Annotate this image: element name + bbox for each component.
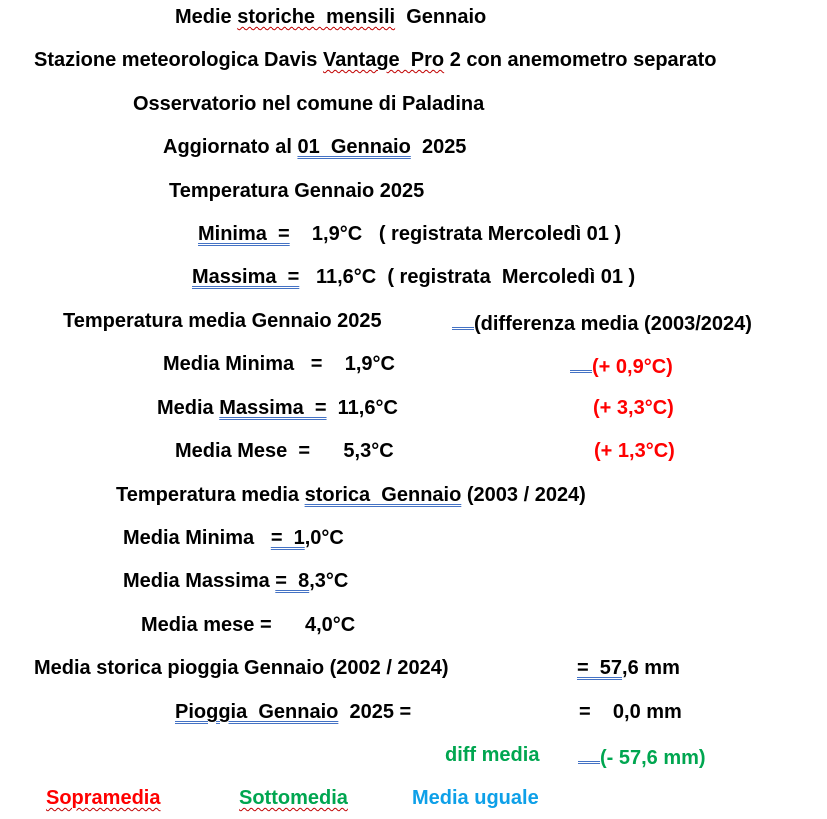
proofing-mark bbox=[570, 352, 592, 373]
month-temp-heading: Temperatura Gennaio 2025 bbox=[169, 180, 425, 202]
rain-diff-label: diff media bbox=[445, 744, 540, 766]
avg-min-line: Media Minima = 1,9°C bbox=[163, 353, 395, 375]
hist-max-line: Media Massima = 8,3°C bbox=[123, 570, 349, 592]
historical-heading: Temperatura media storica Gennaio (2003 / 2024) bbox=[116, 484, 586, 506]
avg-mean-diff: (+ 1,3°C) bbox=[594, 440, 675, 462]
diff-heading: (differenza media (2003/2024) bbox=[452, 309, 752, 336]
observatory-line: Osservatorio nel comune di Paladina bbox=[133, 93, 485, 115]
rain-month-value: = 0,0 mm bbox=[579, 701, 682, 723]
avg-min-diff: (+ 0,9°C) bbox=[570, 352, 673, 379]
updated-line: Aggiornato al 01 Gennaio 2025 bbox=[163, 136, 467, 158]
hist-min-line: Media Minima = 1,0°C bbox=[123, 527, 344, 549]
month-min-line: Minima = 1,9°C ( registrata Mercoledì 01 ) bbox=[198, 223, 622, 245]
proofing-mark bbox=[578, 743, 600, 764]
station-line: Stazione meteorologica Davis Vantage Pro 2 con anemometro separato bbox=[34, 49, 717, 71]
page-title: Medie storiche mensili Gennaio bbox=[175, 6, 487, 28]
month-max-line: Massima = 11,6°C ( registrata Mercoledì 01 ) bbox=[192, 266, 636, 288]
avg-mean-line: Media Mese = 5,3°C bbox=[175, 440, 394, 462]
hist-mean-line: Media mese = 4,0°C bbox=[141, 614, 356, 636]
rain-diff-value: (- 57,6 mm) bbox=[578, 743, 706, 770]
rain-month-label: Pioggia Gennaio 2025 = bbox=[175, 701, 412, 723]
legend-above: Sopramedia bbox=[46, 787, 161, 809]
avg-max-diff: (+ 3,3°C) bbox=[593, 397, 674, 419]
month-avg-heading: Temperatura media Gennaio 2025 bbox=[63, 310, 382, 332]
avg-max-line: Media Massima = 11,6°C bbox=[157, 397, 398, 419]
legend-below: Sottomedia bbox=[239, 787, 348, 809]
legend-equal: Media uguale bbox=[412, 787, 539, 809]
proofing-mark bbox=[452, 309, 474, 330]
rain-hist-value: = 57,6 mm bbox=[577, 657, 680, 679]
rain-hist-label: Media storica pioggia Gennaio (2002 / 2024) bbox=[34, 657, 449, 679]
